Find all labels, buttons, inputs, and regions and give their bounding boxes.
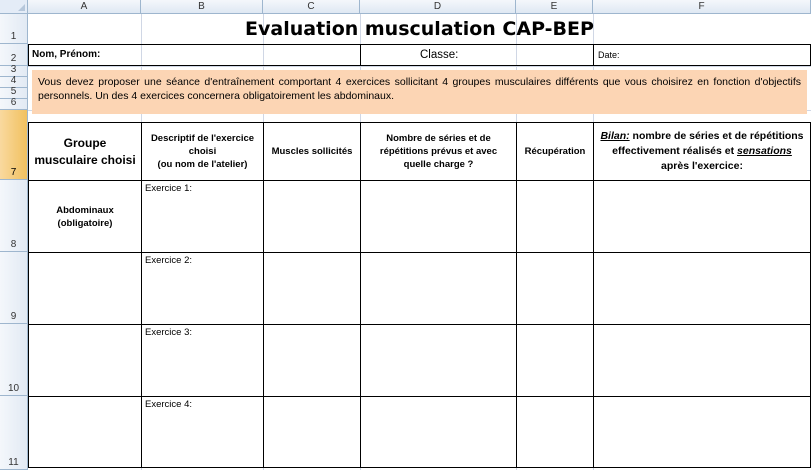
exercise-4-sets-reps[interactable] (360, 396, 517, 468)
exercise-2-muscle-group[interactable] (28, 252, 142, 325)
exercise-1-muscles[interactable] (263, 180, 361, 253)
header-review-text (598, 129, 806, 174)
row-number: 3 (10, 64, 17, 75)
exercise-2-muscles[interactable] (263, 252, 361, 325)
exercise-3-recovery[interactable] (516, 324, 594, 397)
exercise-3-sets-reps[interactable] (360, 324, 517, 397)
exercise-3-description[interactable]: Exercice 3: (141, 324, 264, 397)
sensations-label: sensations (737, 145, 792, 157)
row-number: 10 (7, 383, 20, 394)
exercise-4-review[interactable] (593, 396, 811, 468)
column-header-d[interactable]: D (360, 0, 516, 14)
row-number: 7 (10, 167, 17, 178)
exercise-3-muscle-group[interactable] (28, 324, 142, 397)
review-text-1: nombre de séries et de répétitions effectivement réalisés et (612, 130, 804, 157)
select-all-corner[interactable] (0, 0, 28, 14)
header-recovery[interactable]: Récupération (516, 122, 594, 181)
header-review[interactable] (593, 122, 811, 181)
exercise-1-review[interactable] (593, 180, 811, 253)
row-header-7[interactable] (0, 110, 28, 180)
gridline (28, 66, 811, 67)
select-all-icon (18, 4, 25, 11)
exercise-1-description[interactable]: Exercice 1: (141, 180, 264, 253)
column-header-a[interactable]: A (28, 0, 141, 14)
header-muscles[interactable]: Muscles sollicités (263, 122, 361, 181)
instructions-box[interactable]: Vous devez proposer une séance d'entraînement comportant 4 exercices sollicitant 4 groupes musculaires différents que vous choisirez en fonction d'objectifs personnels. Un des 4 exercices concernera obligatoirement les abdominaux. (32, 70, 807, 114)
exercise-2-description[interactable]: Exercice 2: (141, 252, 264, 325)
exercise-1-muscle-group[interactable]: Abdominaux (obligatoire) (28, 180, 142, 253)
exercise-4-description[interactable]: Exercice 4: (141, 396, 264, 468)
column-header-e[interactable]: E (516, 0, 593, 14)
class-label: Classe: (420, 49, 459, 61)
exercise-1-sets-reps[interactable] (360, 180, 517, 253)
row-header-8[interactable] (0, 180, 28, 252)
date-label: Date: (598, 50, 620, 60)
row-header-10[interactable] (0, 324, 28, 396)
exercise-2-recovery[interactable] (516, 252, 594, 325)
review-text-2: après l'exercice: (661, 160, 743, 172)
row-number: 8 (10, 239, 17, 250)
exercise-2-sets-reps[interactable] (360, 252, 517, 325)
row-header-11[interactable] (0, 396, 28, 470)
column-header-f[interactable]: F (593, 0, 811, 14)
header-description-line1: Descriptif de l'exercice choisi (150, 133, 255, 157)
row-number: 4 (10, 75, 17, 86)
header-muscle-group[interactable]: Groupe musculaire choisi (28, 122, 142, 181)
sheet-title[interactable]: Evaluation musculation CAP-BEP (245, 18, 594, 40)
exercise-2-review[interactable] (593, 252, 811, 325)
row-number: 9 (10, 311, 17, 322)
class-field-cell[interactable] (360, 44, 594, 66)
row-number: 2 (10, 53, 17, 64)
row-header-2[interactable] (0, 44, 28, 66)
row-number: 6 (10, 97, 17, 108)
exercise-3-review[interactable] (593, 324, 811, 397)
row-number: 11 (8, 457, 19, 468)
row-header-6[interactable] (0, 99, 28, 110)
name-label: Nom, Prénom: (32, 49, 101, 60)
column-header-b[interactable]: B (141, 0, 263, 14)
review-label: Bilan: (600, 130, 630, 142)
header-sets-reps[interactable]: Nombre de séries et de répétitions prévus et avec quelle charge ? (360, 122, 517, 181)
row-number: 1 (10, 31, 17, 42)
header-exercise-description[interactable] (141, 122, 264, 181)
row-header-1[interactable] (0, 14, 28, 44)
exercise-4-recovery[interactable] (516, 396, 594, 468)
date-field-cell[interactable] (593, 44, 811, 66)
row-number: 5 (10, 86, 17, 97)
exercise-4-muscles[interactable] (263, 396, 361, 468)
row-header-9[interactable] (0, 252, 28, 324)
name-field-cell[interactable] (28, 44, 361, 66)
exercise-4-muscle-group[interactable] (28, 396, 142, 468)
exercise-1-recovery[interactable] (516, 180, 594, 253)
column-header-c[interactable]: C (263, 0, 360, 14)
exercise-3-muscles[interactable] (263, 324, 361, 397)
header-description-line2: (ou nom de l'atelier) (157, 159, 248, 170)
